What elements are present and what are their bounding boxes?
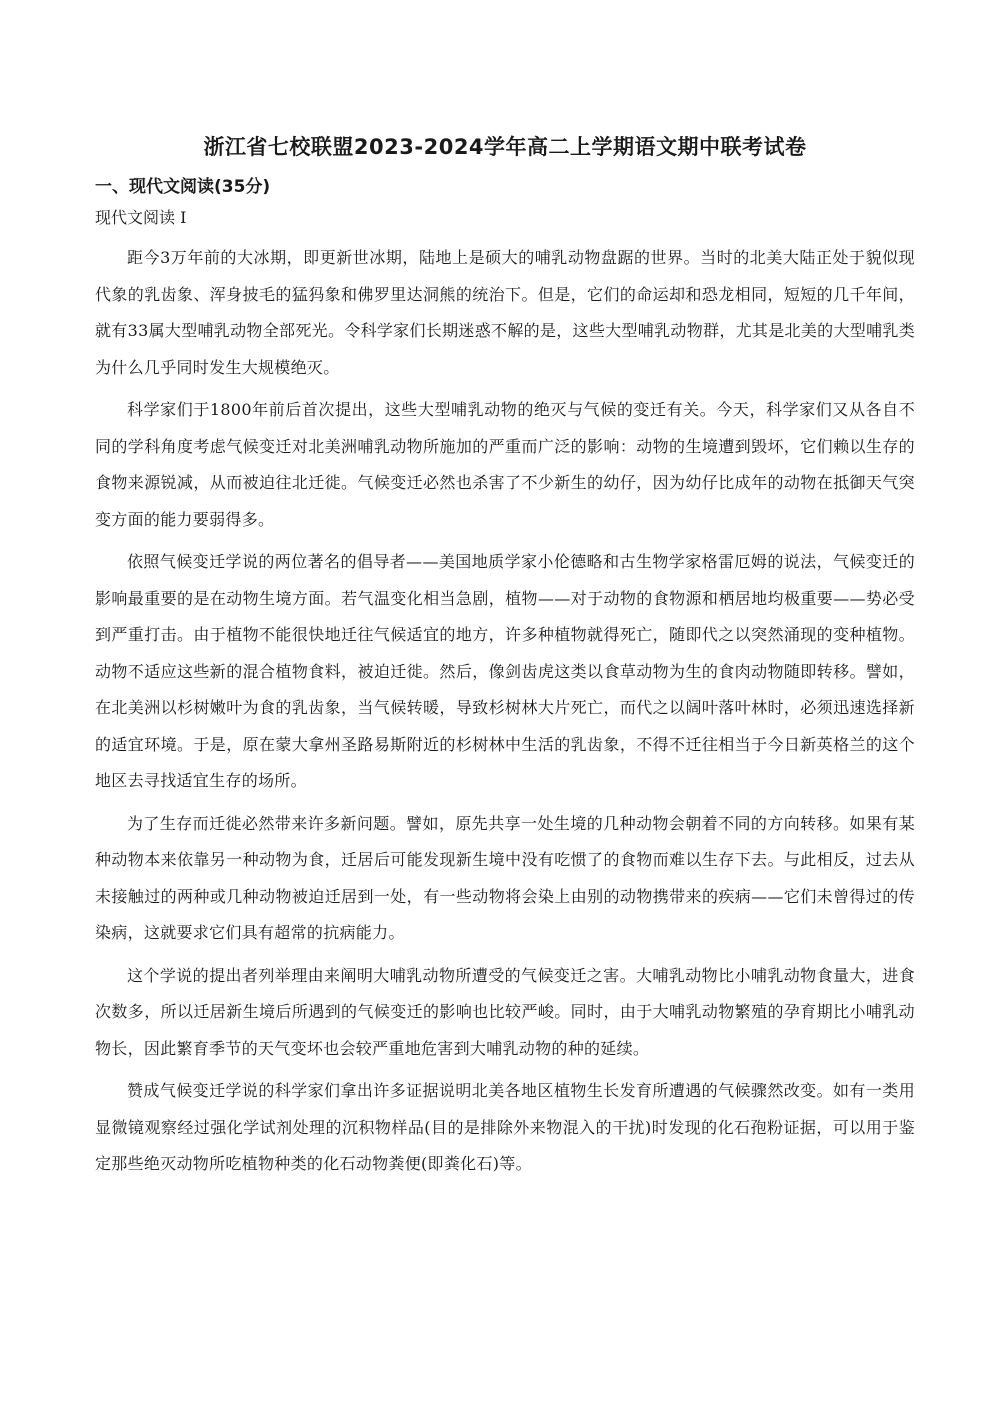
paragraph: 为了生存而迁徙必然带来许多新问题。譬如，原先共享一处生境的几种动物会朝着不同的方向转移。如果有某种动物本来依靠另一种动物为食，迁居后可能发现新生境中没有吃惯了的食物而难以生存下去。与此相反，过去从未接触过的两种或几种动物被迫迁居到一处，有一些动物将会染上由别的动物携带来的疾病——它们未曾得过的传染病，这就要求它们具有超常的抗病能力。: [95, 813, 915, 942]
paragraph: 这个学说的提出者列举理由来阐明大哺乳动物所遭受的气候变迁之害。大哺乳动物比小哺乳动物食量大，进食次数多，所以迁居新生境后所遇到的气候变迁的影响也比较严峻。同时，由于大哺乳动物繁殖的孕育期比小哺乳动物长，因此繁育季节的天气变坏也会较严重地危害到大哺乳动物的种的延续。: [95, 965, 915, 1058]
sub-heading: 现代文阅读 I: [95, 208, 187, 227]
exam-page: [95, 132, 915, 1189]
paragraph: 依照气候变迁学说的两位著名的倡导者——美国地质学家小伦德略和古生物学家格雷厄姆的说法，气候变迁的影响最重要的是在动物生境方面。若气温变化相当急剧，植物——对于动物的食物源和栖居地均极重要——势必受到严重打击。由于植物不能很快地迁往气候适宜的地方，许多种植物就得死亡，随即代之以突然涌现的变种植物。动物不适应这些新的混合植物食料，被迫迁徙。然后，像剑齿虎这类以食草动物为生的食肉动物随即转移。譬如，在北美洲以杉树嫩叶为食的乳齿象，当气候转暖，导致杉树林大片死亡，而代之以阔叶落叶林时，必须迅速选择新的适宜环境。于是，原在蒙大拿州圣路易斯附近的杉树林中生活的乳齿象，不得不迁往相当于今日新英格兰的这个地区去寻找适宜生存的场所。: [95, 552, 915, 790]
paragraph: 科学家们于1800年前后首次提出，这些大型哺乳动物的绝灭与气候的变迁有关。今天，科学家们又从各自不同的学科角度考虑气候变迁对北美洲哺乳动物所施加的严重而广泛的影响：动物的生境遭到毁坏，它们赖以生存的食物来源锐减，从而被迫往北迁徙。气候变迁必然也杀害了不少新生的幼仔，因为幼仔比成年的动物在抵御天气突变方面的能力要弱得多。: [95, 400, 915, 529]
document-title: 浙江省七校联盟2023-2024学年高二上学期语文期中联考试卷: [203, 135, 807, 159]
section-heading: 一、现代文阅读(35分): [95, 177, 271, 197]
paragraph: 距今3万年前的大冰期，即更新世冰期，陆地上是硕大的哺乳动物盘踞的世界。当时的北美大陆正处于貌似现代象的乳齿象、浑身披毛的猛犸象和佛罗里达洞熊的统治下。但是，它们的命运却和恐龙相同，短短的几千年间，就有33属大型哺乳动物全部死光。令科学家们长期迷惑不解的是，这些大型哺乳动物群，尤其是北美的大型哺乳类为什么几乎同时发生大规模绝灭。: [95, 248, 915, 377]
paragraph: 赞成气候变迁学说的科学家们拿出许多证据说明北美各地区植物生长发育所遭遇的气候骤然改变。如有一类用显微镜观察经过强化学试剂处理的沉积物样品(目的是排除外来物混入的干扰)时发现的化石孢粉证据，可以用于鉴定那些绝灭动物所吃植物种类的化石动物粪便(即粪化石)等。: [95, 1081, 915, 1173]
